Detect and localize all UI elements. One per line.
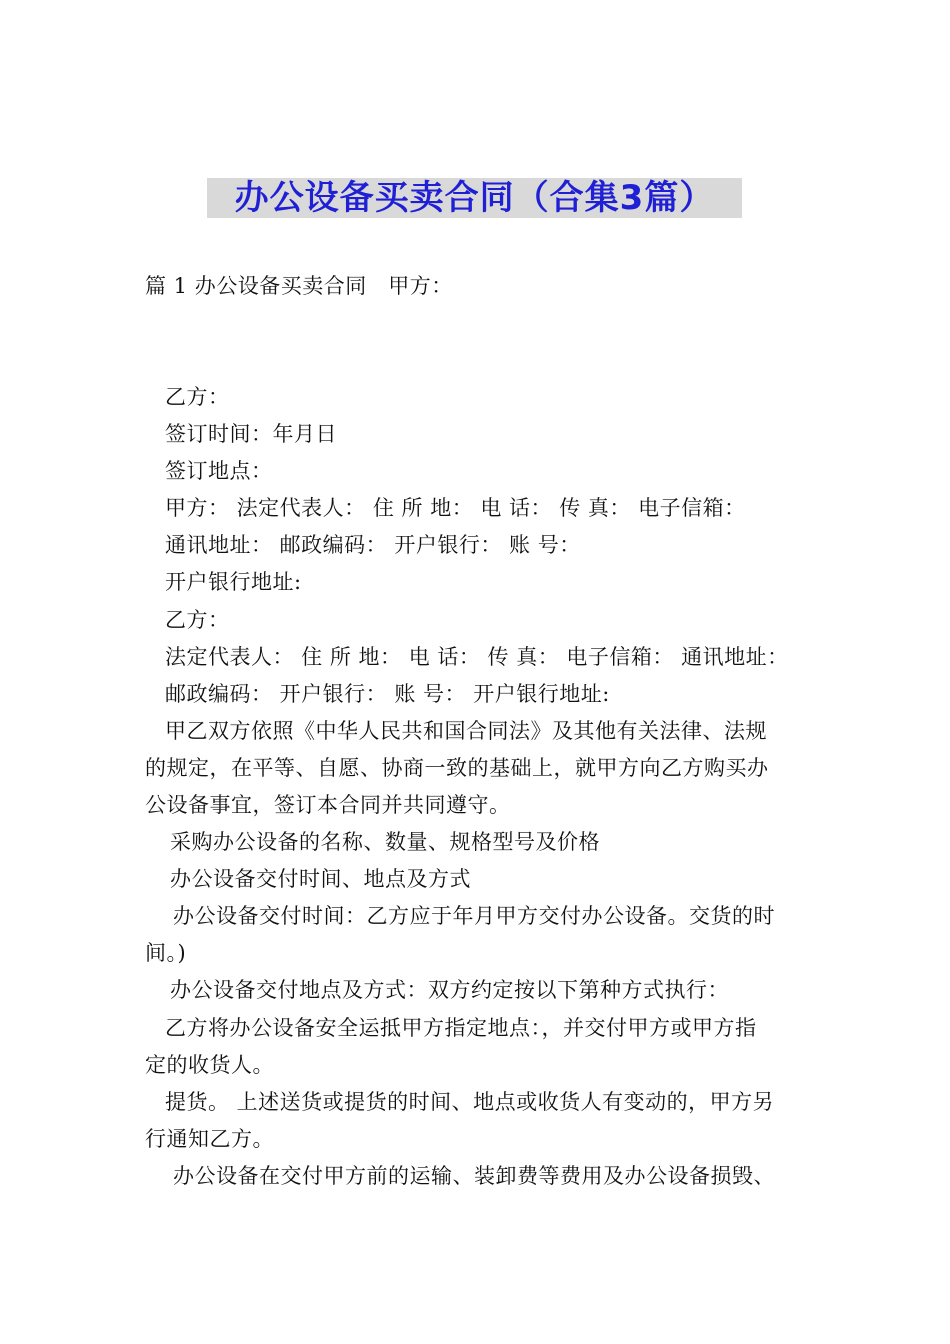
paragraph-line: 提货。 上述送货或提货的时间、地点或收货人有变动的，甲方另 [165, 1090, 775, 1114]
paragraph-line: 通讯地址： 邮政编码： 开户银行： 账 号： [165, 533, 581, 557]
paragraph-line: 乙方： [165, 608, 230, 632]
paragraph-line: 邮政编码： 开户银行： 账 号： 开户银行地址: [165, 682, 610, 706]
paragraph-line: 甲方： 法定代表人： 住 所 地： 电 话： 传 真： 电子信箱： [165, 496, 746, 520]
paragraph-line: 办公设备交付地点及方式：双方约定按以下第种方式执行： [170, 978, 729, 1002]
paragraph-line: 法定代表人： 住 所 地： 电 话： 传 真： 电子信箱： 通讯地址： [165, 645, 789, 669]
paragraph-line: 签订时间：年月日 [165, 422, 337, 446]
section-heading: 篇 1 办公设备买卖合同 甲方： [145, 274, 453, 298]
paragraph-line: 公设备事宜，签订本合同并共同遵守。 [145, 793, 511, 817]
paragraph-line: 办公设备交付时间：乙方应于年月甲方交付办公设备。交货的时 [173, 904, 775, 928]
document-title: 办公设备买卖合同（合集3篇） [234, 178, 715, 218]
paragraph-line: 定的收货人。 [145, 1053, 274, 1077]
paragraph-line: 办公设备交付时间、地点及方式 [170, 867, 471, 891]
paragraph-line: 签订地点： [165, 459, 273, 483]
paragraph-line: 甲乙双方依照《中华人民共和国合同法》及其他有关法律、法规 [165, 719, 767, 743]
paragraph-line: 办公设备在交付甲方前的运输、装卸费等费用及办公设备损毁、 [173, 1164, 775, 1188]
paragraph-line: 的规定，在平等、自愿、协商一致的基础上，就甲方向乙方购买办 [145, 756, 769, 780]
paragraph-line: 开户银行地址: [165, 570, 302, 594]
paragraph-line: 间。) [145, 941, 187, 965]
paragraph-line: 乙方： [165, 385, 230, 409]
paragraph-line: 行通知乙方。 [145, 1127, 274, 1151]
paragraph-line: 乙方将办公设备安全运抵甲方指定地点：，并交付甲方或甲方指 [165, 1016, 757, 1040]
paragraph-line: 采购办公设备的名称、数量、规格型号及价格 [170, 830, 600, 854]
